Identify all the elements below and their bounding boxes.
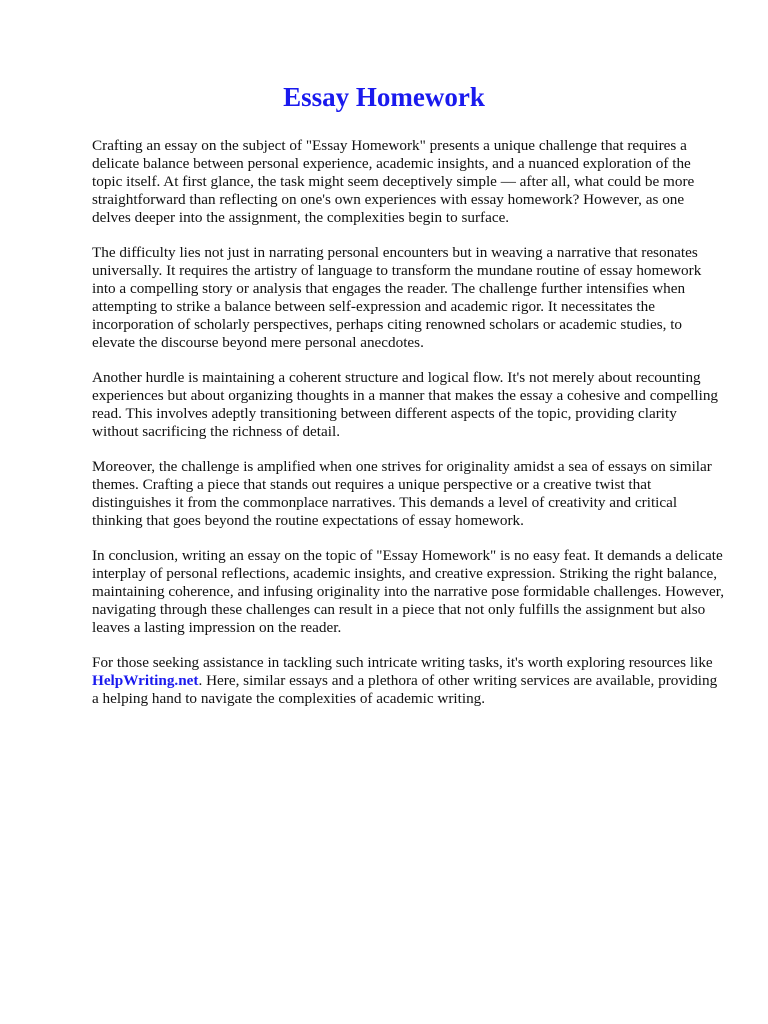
paragraph-resources (92, 654, 724, 708)
paragraph-difficulty: The difficulty lies not just in narrating personal encounters but in weaving a narrative that resonates universally. It requires the artistry of language to transform the mundane routine of essay homework into a compelling story or analysis that engages the reader. The challenge further intensifies when attempting to strike a balance between self-expression and academic rigor. It necessitates the incorporation of scholarly perspectives, perhaps citing renowned scholars or academic studies, to elevate the discourse beyond mere personal anecdotes. (92, 244, 702, 351)
resources-text-after: . Here, similar essays and a plethora of other writing services are available, providing a helping hand to navigate the complexities of academic writing. (92, 672, 718, 707)
paragraph-intro: Crafting an essay on the subject of "Essay Homework" presents a unique challenge that requires a delicate balance between personal experience, academic insights, and a nuanced exploration of the topic itself. At first glance, the task might seem deceptively simple — after all, what could be more straightforward than reflecting on one's own experiences with essay homework? However, as one delves deeper into the assignment, the complexities begin to surface. (92, 137, 695, 226)
paragraph-originality: Moreover, the challenge is amplified when one strives for originality amidst a sea of essays on similar themes. Crafting a piece that stands out requires a unique perspective or a creative twist that distinguishes it from the commonplace narratives. This demands a level of creativity and critical thinking that goes beyond the routine expectations of essay homework. (92, 458, 712, 529)
resources-text-before: For those seeking assistance in tackling such intricate writing tasks, it's worth exploring resources like (92, 654, 713, 671)
paragraph-conclusion: In conclusion, writing an essay on the topic of "Essay Homework" is no easy feat. It demands a delicate interplay of personal reflections, academic insights, and creative expression. Striking the right balance, maintaining coherence, and infusing originality into the narrative pose formidable challenges. However, navigating through these challenges can result in a piece that not only fulfills the assignment but also leaves a lasting impression on the reader. (92, 547, 724, 636)
document-title: Essay Homework (283, 82, 485, 112)
paragraph-structure: Another hurdle is maintaining a coherent structure and logical flow. It's not merely about recounting experiences but about organizing thoughts in a manner that makes the essay a cohesive and compelling read. This involves adeptly transitioning between different aspects of the topic, providing clarity without sacrificing the richness of detail. (92, 369, 719, 440)
helpwriting-link[interactable]: HelpWriting.net (92, 672, 199, 689)
